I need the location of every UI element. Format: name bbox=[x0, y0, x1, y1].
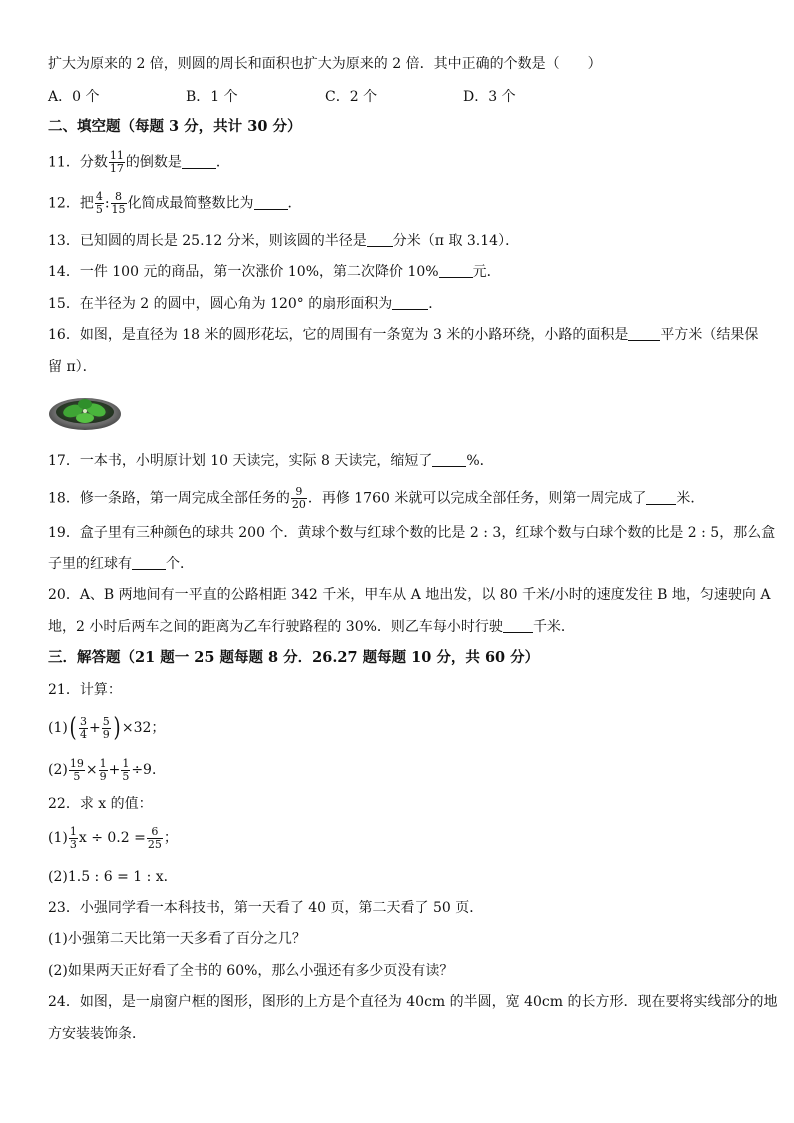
q21-1-text-post: ×32； bbox=[121, 720, 166, 736]
q14-text-post: 元． bbox=[472, 264, 501, 280]
q22-1-label: (1) bbox=[48, 830, 68, 846]
q21-2-label: (2) bbox=[48, 762, 68, 778]
answer-blank bbox=[432, 452, 466, 467]
q11-end: ． bbox=[215, 154, 230, 171]
question-21-part-2 bbox=[48, 756, 166, 784]
q22-1-text-post: ； bbox=[163, 830, 178, 846]
q17-text-post: %． bbox=[466, 453, 494, 469]
q18-text-mid: ．再修 1760 米就可以完成全部任务，则第一周完成了 bbox=[307, 490, 647, 507]
q15-text: 15．在半径为 2 的圆中，圆心角为 120° 的扇形面积为 bbox=[48, 296, 393, 312]
q16-text: 16．如图，是直径为 18 米的圆形花坛，它的周围有一条宽为 3 米的小路环绕，小路的面积是 bbox=[48, 327, 629, 343]
question-22: 22．求 x 的值： bbox=[48, 796, 153, 812]
q16-text-post: 平方米（结果保 bbox=[660, 327, 759, 343]
q21-2-text-post: ÷9． bbox=[131, 762, 166, 778]
num: 3 bbox=[80, 714, 87, 728]
question-19-cont bbox=[48, 555, 194, 573]
q21-2-fraction-1 bbox=[69, 758, 85, 783]
q12-end: ． bbox=[287, 195, 302, 212]
q12-num1: 4 bbox=[95, 190, 103, 203]
question-23-part-1: (1)小强第二天比第一天多看了百分之几？ bbox=[48, 931, 306, 947]
q19-text: 子里的红球有 bbox=[48, 556, 132, 572]
question-20: 20．A、B 两地间有一平直的公路相距 342 千米，甲车从 A 地出发，以 80 千米/小时的速度发往 B 地，匀速驶向 A bbox=[48, 587, 771, 603]
q12-fraction-1 bbox=[95, 191, 104, 216]
answer-blank bbox=[646, 490, 676, 505]
answer-blank bbox=[503, 618, 533, 633]
q12-fraction-2 bbox=[111, 191, 127, 216]
question-23: 23．小强同学看一本科技书，第一天看了 40 页，第二天看了 50 页． bbox=[48, 900, 484, 916]
answer-blank bbox=[439, 263, 473, 278]
question-19: 19．盒子里有三种颜色的球共 200 个．黄球个数与红球个数的比是 2 : 3，红球个数与白球个数的比是 2 : 5，那么盒 bbox=[48, 525, 776, 541]
answer-blank bbox=[182, 154, 216, 169]
q19-text-post: 个． bbox=[166, 556, 194, 572]
flower-bed-image bbox=[48, 392, 122, 432]
answer-blank bbox=[392, 295, 428, 310]
question-10-tail: 扩大为原来的 2 倍，则圆的周长和面积也扩大为原来的 2 倍．其中正确的个数是（ ） bbox=[48, 56, 602, 72]
q21-1-fraction-1 bbox=[79, 716, 88, 741]
q11-text: 11．分数 bbox=[48, 154, 108, 171]
question-24: 24．如图，是一扇窗户框的图形，图形的上方是个直径为 40cm 的半圆，宽 40cm 的长方形．现在要将实线部分的地 bbox=[48, 994, 778, 1010]
left-paren: ( bbox=[69, 713, 77, 743]
q21-1-fraction-2 bbox=[102, 716, 111, 741]
den: 9 bbox=[102, 727, 110, 741]
answer-blank bbox=[628, 326, 660, 341]
section-2-heading: 二、填空题（每题 3 分，共计 30 分） bbox=[48, 118, 302, 135]
q21-2-fraction-3 bbox=[121, 758, 130, 783]
q14-text: 14．一件 100 元的商品，第一次涨价 10%，第二次降价 10% bbox=[48, 264, 439, 280]
q13-text-post: 分米（π 取 3.14）． bbox=[392, 233, 520, 249]
option-d: D．3 个 bbox=[463, 89, 516, 105]
q11-text-post: 的倒数是 bbox=[125, 154, 182, 171]
question-13 bbox=[48, 232, 519, 250]
plus-sign: + bbox=[108, 762, 121, 778]
q12-colon: : bbox=[104, 195, 110, 212]
question-20-cont bbox=[48, 618, 575, 636]
q13-text: 13．已知圆的周长是 25.12 分米，则该圆的半径是 bbox=[48, 233, 367, 249]
q21-2-fraction-2 bbox=[99, 758, 108, 783]
den: 5 bbox=[122, 769, 130, 783]
num: 1 bbox=[99, 756, 107, 770]
q18-fraction bbox=[291, 486, 307, 511]
den: 25 bbox=[147, 837, 162, 851]
q18-denominator: 20 bbox=[291, 498, 306, 511]
q22-1-fraction-2 bbox=[147, 826, 163, 851]
q21-1-label: (1) bbox=[48, 720, 68, 736]
option-a: A．0 个 bbox=[48, 89, 100, 105]
den: 5 bbox=[73, 769, 81, 783]
times-sign: × bbox=[85, 762, 98, 778]
question-16 bbox=[48, 326, 758, 344]
q20-text: 地，2 小时后两车之间的距离为乙车行驶路程的 30%．则乙车每小时行驶 bbox=[48, 619, 503, 635]
q20-text-post: 千米． bbox=[532, 619, 575, 635]
den: 9 bbox=[99, 769, 107, 783]
q18-text: 18．修一条路，第一周完成全部任务的 bbox=[48, 490, 290, 507]
question-12 bbox=[48, 191, 302, 216]
right-paren: ) bbox=[113, 713, 121, 743]
q15-text-post: ． bbox=[428, 296, 443, 312]
q12-text: 12．把 bbox=[48, 195, 94, 212]
question-18 bbox=[48, 486, 704, 511]
q12-den2: 15 bbox=[111, 203, 126, 216]
question-15 bbox=[48, 295, 442, 313]
num: 5 bbox=[102, 714, 110, 728]
question-17 bbox=[48, 452, 494, 470]
q11-fraction bbox=[109, 150, 125, 175]
question-22-part-1 bbox=[48, 823, 178, 853]
num: 1 bbox=[122, 756, 130, 770]
q12-den1: 5 bbox=[95, 203, 103, 216]
num: 6 bbox=[147, 826, 163, 839]
option-c: C．2 个 bbox=[325, 89, 378, 105]
question-23-part-2: (2)如果两天正好看了全书的 60%，那么小强还有多少页没有读？ bbox=[48, 963, 454, 979]
q12-text-post: 化简成最简整数比为 bbox=[127, 195, 254, 212]
plus-sign: + bbox=[89, 720, 101, 736]
den: 3 bbox=[69, 837, 77, 851]
answer-blank bbox=[132, 555, 166, 570]
answer-blank bbox=[254, 195, 288, 210]
num: 19 bbox=[69, 756, 84, 770]
q17-text: 17．一本书，小明原计划 10 天读完，实际 8 天读完，缩短了 bbox=[48, 453, 433, 469]
question-16-cont: 留 π）． bbox=[48, 359, 97, 375]
question-22-part-2: (2)1.5 : 6 = 1 : x． bbox=[48, 869, 178, 885]
den: 4 bbox=[80, 727, 87, 741]
question-21-part-1 bbox=[48, 712, 165, 744]
question-14 bbox=[48, 263, 501, 281]
question-21: 21．计算： bbox=[48, 682, 122, 698]
num: 1 bbox=[69, 824, 77, 838]
q18-text-post: 米． bbox=[676, 490, 705, 507]
q11-denominator: 17 bbox=[109, 162, 124, 175]
question-11 bbox=[48, 150, 230, 175]
answer-blank bbox=[367, 232, 393, 247]
q22-1-text-mid: x ÷ 0.2 = bbox=[78, 830, 146, 846]
q22-1-fraction-1 bbox=[69, 826, 78, 851]
section-3-heading: 三．解答题（21 题一 25 题每题 8 分．26.27 题每题 10 分，共 60 分） bbox=[48, 649, 540, 666]
q11-numerator: 11 bbox=[109, 149, 124, 162]
question-24-cont: 方安装装饰条． bbox=[48, 1026, 146, 1042]
q18-numerator: 9 bbox=[291, 486, 307, 499]
option-b: B．1 个 bbox=[186, 89, 238, 105]
q12-num2: 8 bbox=[111, 191, 127, 204]
